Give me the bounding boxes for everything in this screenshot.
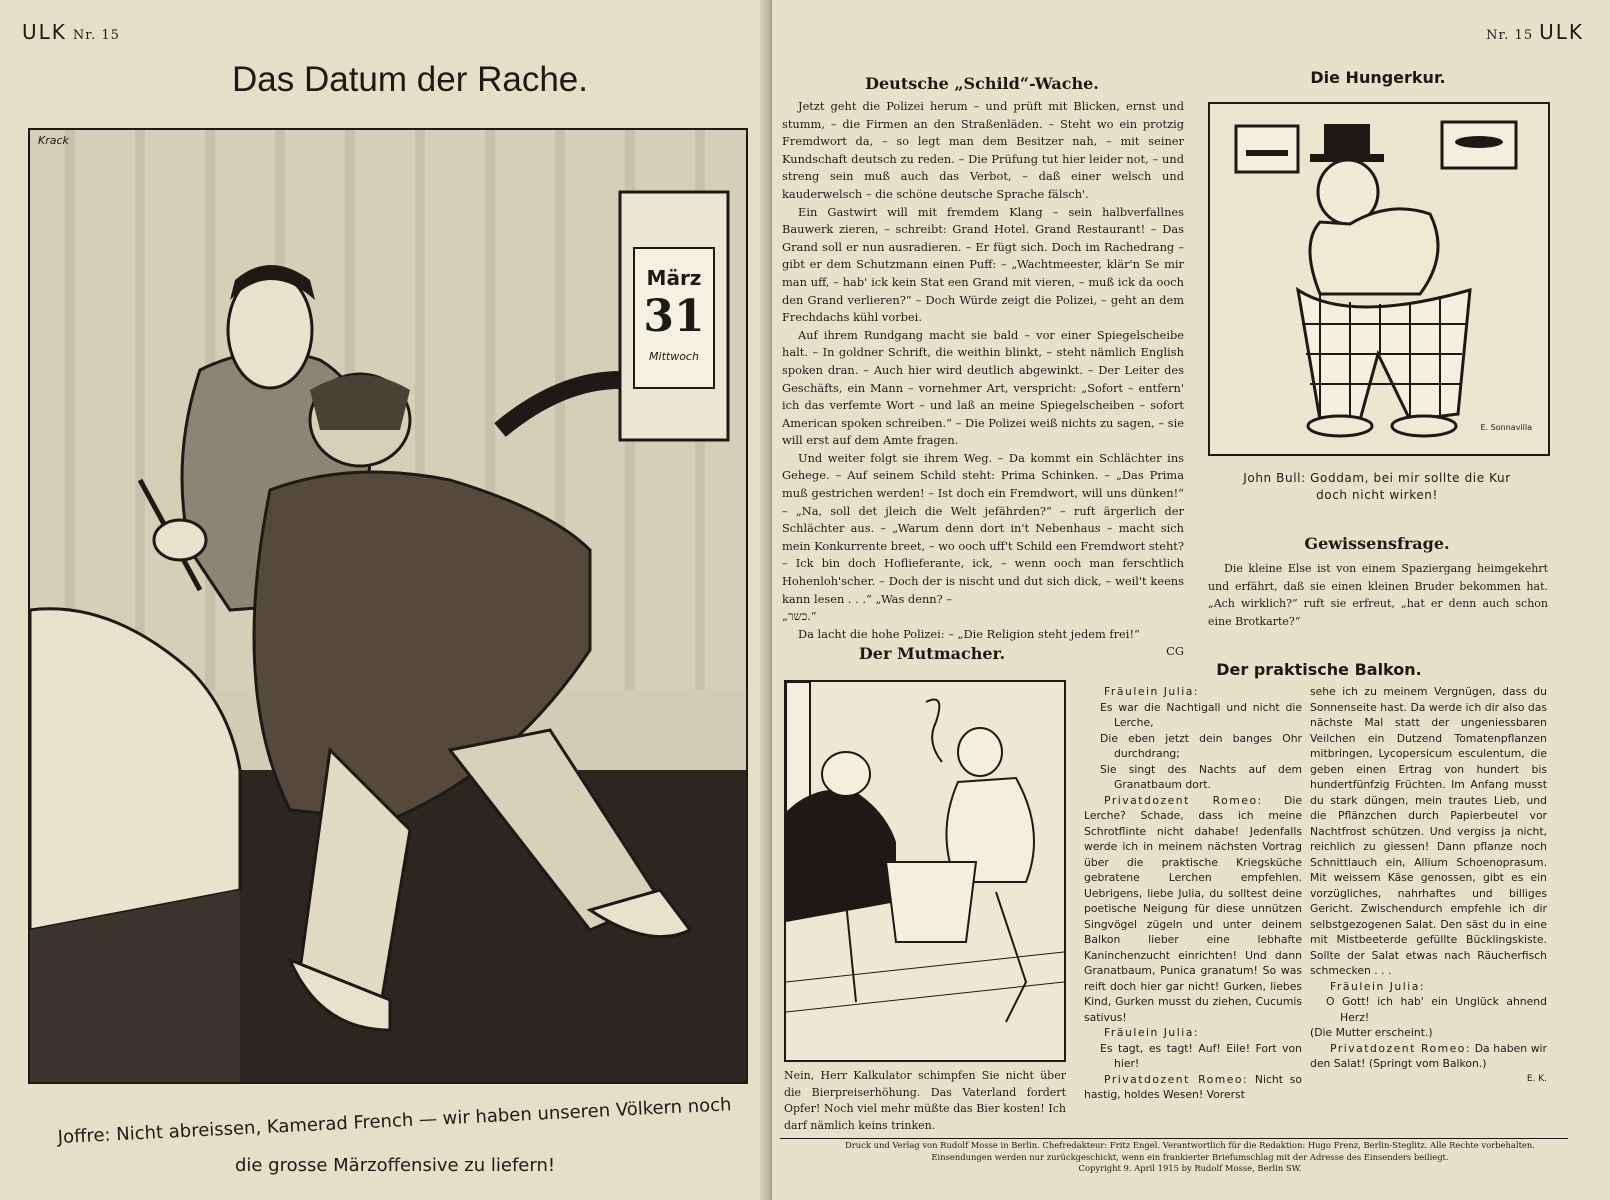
imprint xyxy=(800,1140,1580,1175)
gewissensfrage-title: Gewissensfrage. xyxy=(1304,534,1450,553)
poem-paragraph: „כשר.“ xyxy=(782,609,817,624)
imprint-divider xyxy=(780,1138,1568,1139)
balkon-column-2 xyxy=(1310,684,1547,1087)
verse-line: Es war die Nachtigall und nicht die Lerche, xyxy=(1100,700,1302,729)
right-page xyxy=(772,0,1610,1200)
poem-paragraph: Jetzt geht die Polizei herum – und prüft mit Blicken, ernst und stumm, – die Firmen an den Straßenläden. – Steht wo ein protzig Fremdwort da, – so legt man dem Besitzer nah, – mit seiner Kundschaft deutsch zu reden. – Die Prüfung tut hier leider not, – und streng sein muß auch das Verbot, – daß einer welsch und kauderwelsch – die schöne deutsche Sprache fälsch'. xyxy=(782,99,1184,201)
calendar-month: März xyxy=(646,266,702,290)
caption-line-1: Joffre: Nicht abreissen, Kamerad French — wir haben unseren Völkern noch xyxy=(57,1094,732,1149)
balkon-column-1 xyxy=(1084,684,1302,1103)
balkon-title: Der praktische Balkon. xyxy=(1216,660,1422,679)
verse-line: Es tagt, es tagt! Auf! Eile! Fort von hier! xyxy=(1100,1041,1302,1070)
imprint-line: Druck und Verlag von Rudolf Mosse in Berlin. Chefredakteur: Fritz Engel. Verantwortlich für die Redaktion: Hugo Frenz, Berlin-Steglitz. Alle Rechte vorbehalten. xyxy=(845,1140,1535,1150)
caption-line-2: doch nicht wirken! xyxy=(1316,488,1438,502)
dialog-line xyxy=(1310,1041,1547,1072)
hungerkur-cartoon xyxy=(1208,102,1550,456)
dialog-speaker: Privatdozent Romeo: xyxy=(1104,793,1263,807)
dialog-speaker: Fräulein Julia: xyxy=(1104,1026,1200,1039)
hungerkur-caption xyxy=(1208,470,1546,504)
poem-paragraph: Ein Gastwirt will mit fremdem Klang – sein halbverfallnes Bauwerk zieren, – schreibt: Grand Hotel. Grand Restaurant! – Das Grand soll er nun ausradieren. – Er fügt sich. Doch im Rachedrang – gibt er dem Schutzmann einen Puff: – „Wachtmeester, klär'n Se mir man uff, – hab' ick kein Stat een Grand mit vieren, – muß ick da ooch den Grand verlieren?“ – Doch Würde zeigt die Polizei, – geht an dem Frechdachs kühl vorbei. xyxy=(782,204,1184,325)
mutmacher-drawing xyxy=(786,682,1064,1060)
poem-paragraph: Auf ihrem Rundgang macht sie bald – vor einer Spiegelscheibe halt. – In goldner Schrift, die weithin blinkt, – steht nämlich English spoken dran. – Auch hier wird deutlich abgewinkt. – Der Leiter des Geschäfts, ein Mann – vornehmer Art, verspricht: „Sofort – entfern' ich das verfemte Wort – und laß an meine Spiegelscheiben – sofort American spoken schreiben.“ – Die Polizei weiß nichts zu sagen, – sie will erst auf dem Amte fragen. xyxy=(782,327,1184,448)
schild-wache-text xyxy=(782,98,1184,661)
verse-line: Sie singt des Nachts auf dem Granatbaum dort. xyxy=(1100,762,1302,791)
hungerkur-title: Die Hungerkur. xyxy=(1310,68,1446,87)
artist-signature: Krack xyxy=(38,134,69,147)
mutmacher-cartoon xyxy=(784,680,1066,1062)
mutmacher-caption: Nein, Herr Kalkulator schimpfen Sie nicht über die Bierpreiserhöhung. Das Vaterland fordert Opfer! Noch viel mehr müßte das Bier kosten! Ich darf nämlich keins trinken. xyxy=(784,1069,1066,1132)
issue-number: Nr. 15 xyxy=(72,28,120,43)
artist-signature: E. Sonnavilla xyxy=(1480,423,1532,432)
magazine-name: ULK xyxy=(1539,20,1584,44)
main-cartoon xyxy=(28,128,748,1084)
dialog-speaker: Privatdozent Romeo: xyxy=(1104,1072,1249,1086)
hungerkur-drawing xyxy=(1210,104,1548,454)
imprint-line: Copyright 9. April 1915 by Rudolf Mosse, Berlin SW. xyxy=(1078,1163,1302,1173)
dialog-text: Nicht so hastig, holdes Wesen! Vorerst xyxy=(1084,1072,1302,1101)
verse-line: Die eben jetzt dein banges Ohr durchdrang; xyxy=(1100,731,1302,760)
dialog-text: Da haben wir den Salat! (Springt vom Balkon.) xyxy=(1310,1041,1547,1070)
dialog-speaker: Fräulein Julia: xyxy=(1330,979,1426,993)
dialog-text: sehe ich zu meinem Vergnügen, dass du Sonnenseite hast. Da werde ich dir also das nächste Mal statt der ungeniessbaren Veilchen ein Dutzend Tomatenpflanzen mitbringen, Lycopersicum esculentum, die geben einen Ertrag von hundert bis hundertfünfzig Früchten. Im Anfang musst du stark düngen, mein trautes Lieb, und die Pflänzchen durch Papierbeutel vor Nachtfrost schützen. Und vergiss ja nicht, reichlich zu giessen! Dann pflanze noch Schnittlauch ein, Allium Schoenoprasum. Mit weissem Käse genossen, gibt es ein vorzügliches, nahrhaftes und billiges Gericht. Zwischendurch empfehle ich dir selbstgezogenen Salat. Den säst du in eine mit Mistbeeterde gefüllte Bücklingskiste. Sollte der Salat etwas nach Räucherfisch schmecken . . . xyxy=(1310,685,1547,977)
cartoon-title: Das Datum der Rache. xyxy=(232,60,588,99)
imprint-line: Einsendungen werden nur zurückgeschickt, wenn ein frankierter Briefumschlag mit der Adresse des Einsenders beiliegt. xyxy=(931,1151,1449,1162)
poem-signature: CG xyxy=(1166,644,1184,659)
calendar-day: 31 xyxy=(643,291,705,342)
poem-paragraph: Und weiter folgt sie ihrem Weg. – Da kommt ein Schlächter ins Gehege. – Auf seinem Schild steht: Prima Schinken. – „Das Prima muß gestrichen werden! – Ist doch ein Fremdwort, will uns dünken!“ – „Na, soll det jleich die Welt jefährden?“ – ruft ärgerlich der Schlächter aus. – „Warum denn dort in't Nebenhaus – macht sich mein Konkurrente breet, – wo ooch uff't Schild een Fremdwort steht? – Ick bin doch Hoflieferante, ick, – wenn ooch man ferschtlich Hohenloh'scher. – Doch der is nischt und dut sich dick, – weil't keens kann lesen . . .“ „Was denn? – xyxy=(782,450,1184,606)
poem-paragraph: Da lacht die hohe Polizei: – „Die Religion steht jedem frei!“ xyxy=(798,626,1140,641)
schild-wache-title: Deutsche „Schild“-Wache. xyxy=(865,74,1099,93)
calendar-weekday: Mittwoch xyxy=(649,350,699,363)
caption-line-1: John Bull: Goddam, bei mir sollte die Kur xyxy=(1243,471,1511,485)
issue-number: Nr. 15 xyxy=(1486,28,1534,43)
gewissensfrage-text: Die kleine Else ist von einem Spaziergang heimgekehrt und erfährt, daß sie einen kleinen Bruder bekommen hat. „Ach wirklich?“ ruft sie erfreut, „hat er denn auch schon eine Brotkarte?“ xyxy=(1208,562,1548,628)
verse-line: O Gott! ich hab' ein Unglück ahnend Herz! xyxy=(1326,995,1547,1024)
mutmacher-title: Der Mutmacher. xyxy=(858,644,1006,663)
magazine-name: ULK xyxy=(22,20,67,44)
left-page-header xyxy=(22,20,126,44)
dialog-text: Die Lerche? Schade, dass ich meine Schrotflinte nicht dahabe! Jedenfalls werde ich in meinem nächsten Vortrag über die praktische Kriegsküche gebratene Lerchen empfehlen. Uebrigens, liebe Julia, du solltest deine poetische Neigung für diese unnützen Singvögel zügeln und unter deinem Balkon lieber eine lebhafte Kaninchenzucht einrichten! Und dann Granatbaum, Punica granatum! So was reift doch hier gar nicht! Gurken, liebes Kind, Gurken musst du ziehen, Cucumis sativus! xyxy=(1084,793,1302,1024)
left-page xyxy=(0,0,768,1200)
dialog-speaker: Privatdozent Romeo: xyxy=(1330,1041,1472,1055)
article-signature: E. K. xyxy=(1526,1073,1547,1084)
dialog-line xyxy=(1084,1072,1302,1103)
main-cartoon-caption xyxy=(40,1094,750,1179)
dialog-line xyxy=(1084,793,1302,1026)
right-page-header xyxy=(1480,20,1584,44)
caption-line-2: die grosse Märzoffensive zu liefern! xyxy=(234,1155,556,1176)
dialog-speaker: Fräulein Julia: xyxy=(1104,685,1200,698)
stage-direction: (Die Mutter erscheint.) xyxy=(1310,1026,1433,1039)
